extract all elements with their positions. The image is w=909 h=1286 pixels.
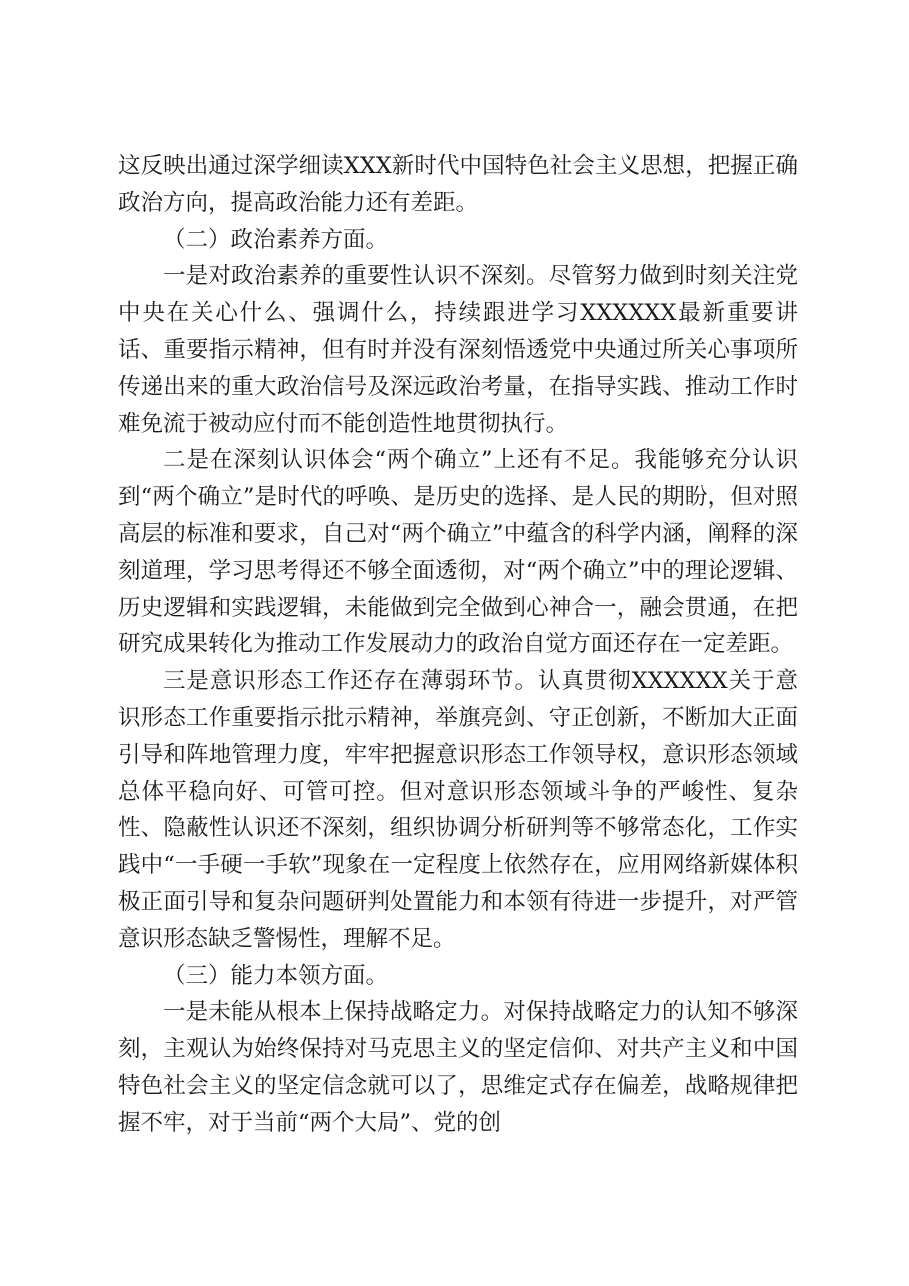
document-body	[118, 148, 798, 1142]
paragraph-political-quality-3: 三是意识形态工作还存在薄弱环节。认真贯彻XXXXXX关于意识形态工作重要指示批示精神，举旗亮剑、守正创新，不断加大正面引导和阵地管理力度，牢牢把握意识形态工作领导权，意识形态领域总体平稳向好、可管可控。但对意识形态领域斗争的严峻性、复杂性、隐蔽性认识还不深刻，组织协调分析研判等不够常态化，工作实践中“一手硬一手软”现象在一定程度上依然存在，应用网络新媒体积极正面引导和复杂问题研判处置能力和本领有待进一步提升，对严管意识形态缺乏警惕性，理解不足。	[118, 668, 798, 952]
section-heading-ability: （三）能力本领方面。	[163, 962, 389, 989]
paragraph-continuation: 这反映出通过深学细读XXX新时代中国特色社会主义思想，把握正确政治方向，提高政治能力还有差距。	[118, 153, 798, 216]
section-heading-political-quality: （二）政治素养方面。	[163, 226, 389, 253]
paragraph-ability-1: 一是未能从根本上保持战略定力。对保持战略定力的认知不够深刻，主观认为始终保持对马克思主义的坚定信仰、对共产主义和中国特色社会主义的坚定信念就可以了，思维定式存在偏差，战略规律把握不牢，对于当前“两个大局”、党的创	[118, 999, 798, 1136]
paragraph-political-quality-2: 二是在深刻认识体会“两个确立”上还有不足。我能够充分认识到“两个确立”是时代的呼唤、是历史的选择、是人民的期盼，但对照高层的标准和要求，自己对“两个确立”中蕴含的科学内涵，阐释的深刻道理，学习思考得还不够全面透彻，对“两个确立”中的理论逻辑、历史逻辑和实践逻辑，未能做到完全做到心神合一，融会贯通，在把研究成果转化为推动工作发展动力的政治自觉方面还存在一定差距。	[118, 447, 798, 658]
paragraph-political-quality-1: 一是对政治素养的重要性认识不深刻。尽管努力做到时刻关注党中央在关心什么、强调什么，持续跟进学习XXXXXX最新重要讲话、重要指示精神，但有时并没有深刻悟透党中央通过所关心事项所传递出来的重大政治信号及深远政治考量，在指导实践、推动工作时难免流于被动应付而不能创造性地贯彻执行。	[118, 263, 798, 437]
